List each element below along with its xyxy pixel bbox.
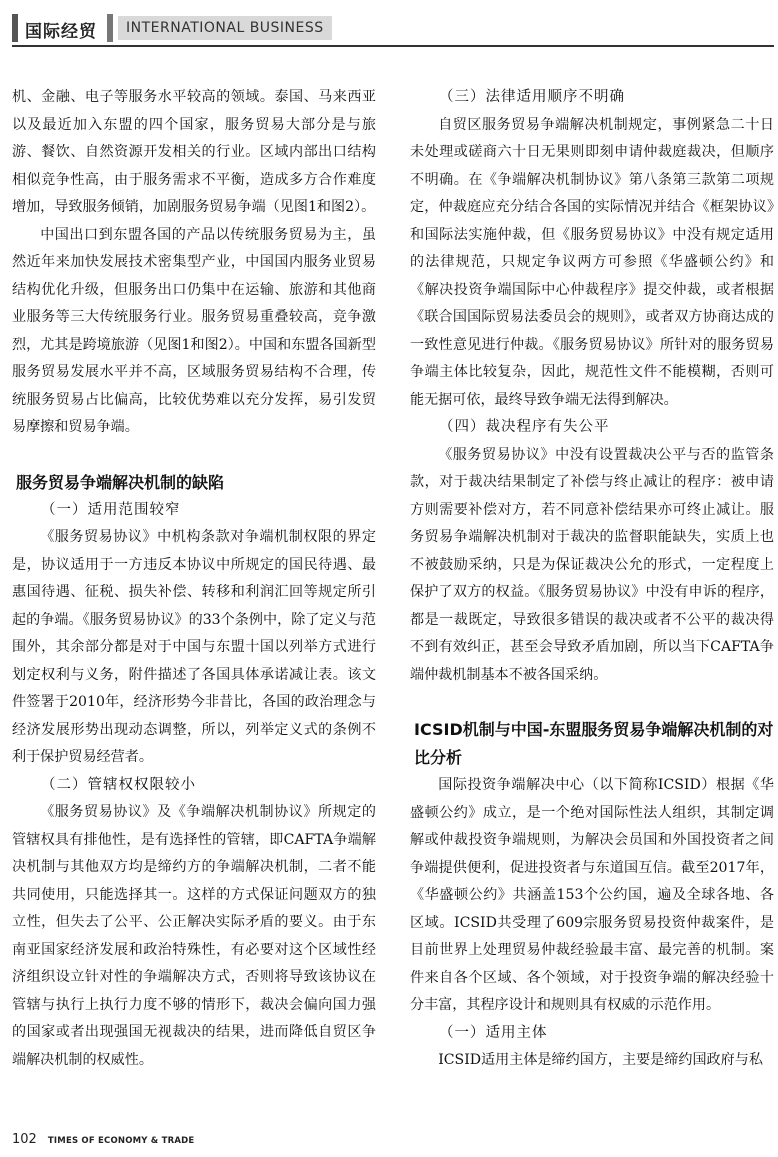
section-heading: ICSID机制与中国-东盟服务贸易争端解决机制的对比分析 bbox=[414, 720, 774, 767]
subsection-heading: （四）裁决程序有失公平 bbox=[439, 419, 610, 435]
subsection-heading: （一）适用主体 bbox=[439, 1024, 548, 1041]
section-title-cn: 国际经贸 bbox=[25, 22, 97, 42]
subsection-heading: （三）法律适用顺序不明确 bbox=[439, 89, 625, 105]
header-rule bbox=[12, 45, 774, 47]
left-column bbox=[12, 84, 376, 1074]
paragraph: 《服务贸易协议》中没有设置裁决公平与否的监管条款，对于裁决结果制定了补偿与终止减让的程序：被申请方则需要补偿对方，若不同意补偿结果亦可终止减让。服务贸易争端解决机制对于裁决的监督职能缺失，实质上也不被鼓励采纳，只是为保证裁决公允的形式，一定程度上保护了双方的权益。《服务贸易协议》中没有申诉的程序，都是一裁既定，导致很多错误的裁决或者不公平的裁决得不到有效纠正，甚至会导致矛盾加剧，所以当下CAFTA争端仲裁机制基本不被各国采纳。 bbox=[410, 446, 774, 683]
page-header bbox=[12, 14, 774, 46]
paragraph: 《服务贸易协议》中机构条款对争端机制权限的界定是，协议适用于一方违反本协议中所规定的国民待遇、最惠国待遇、征税、损失补偿、转移和利润汇回等规定所引起的争端。《服务贸易协议》的33个条例中，除了定义与范围外，其余部分都是对于中国与东盟十国以列举方式进行划定权利与义务，附件描述了各国具体承诺减让表。该文件签署于2010年，经济形势今非昔比，各国的政治理念与经济发展形势出现动态调整，所以，列举定义式的条例不利于保护贸易经营者。 bbox=[12, 529, 376, 765]
page-footer bbox=[12, 1128, 194, 1147]
subsection-heading: （二）管辖权权限较小 bbox=[41, 776, 196, 793]
section-heading: 服务贸易争端解决机制的缺陷 bbox=[16, 472, 225, 492]
header-accent-bar bbox=[12, 14, 18, 42]
paragraph: 《服务贸易协议》及《争端解决机制协议》所规定的管辖权具有排他性，是有选择性的管辖，即CAFTA争端解决机制与其他双方均是缔约方的争端解决机制，二者不能共同使用，只能选择其一。这样的方式保证问题双方的独立性，但失去了公平、公正解决实际矛盾的要义。由于东南亚国家经济发展和政治特殊性，有必要对这个区域性经济组织设立针对性的争端解决方式，否则将导致该协议在管辖与执行上执行力度不够的情形下，裁决会偏向国力强的国家或者出现强国无视裁决的结果，进而降低自贸区争端解决机制的权威性。 bbox=[12, 804, 376, 1068]
paragraph: 机、金融、电子等服务水平较高的领域。泰国、马来西亚以及最近加入东盟的四个国家，服务贸易大部分是与旅游、餐饮、自然资源开发相关的行业。区域内部出口结构相似竞争性高，由于服务需求不平衡，造成多方合作难度增加，导致服务倾销，加剧服务贸易争端（见图1和图2）。 bbox=[12, 89, 376, 215]
paragraph: 自贸区服务贸易争端解决机制规定，事例紧急二十日未处理或磋商六十日无果则即刻申请仲裁庭裁决，但顺序不明确。在《争端解决机制协议》第八条第三款第二项规定，仲裁庭应充分结合各国的实际情况并结合《框架协议》和国际法实施仲裁，但《服务贸易协议》中没有规定适用的法律规范，只规定争议两方可参照《华盛顿公约》和《解决投资争端国际中心仲裁程序》提交仲裁，或者根据《联合国国际贸易法委员会的规则》，或者双方协商达成的一致性意见进行仲裁。《服务贸易协议》所针对的服务贸易争端主体比较复杂，因此，规范性文件不能模糊，否则可能无据可依，最终导致争端无法得到解决。 bbox=[410, 116, 774, 408]
paragraph: 国际投资争端解决中心（以下简称ICSID）根据《华盛顿公约》成立，是一个绝对国际性法人组织，其制定调解或仲裁投资争端规则，为解决会员国和外国投资者之间争端提供便利，促进投资者与东道国互信。截至2017年，《华盛顿公约》共涵盖153个公约国，遍及全球各地、各区域。ICSID共受理了609宗服务贸易投资仲裁案件，是目前世界上处理贸易仲裁经验最丰富、最完善的机制。案件来自各个区域、各个领域，对于投资争端的解决经验十分丰富，其程序设计和规则具有权威的示范作用。 bbox=[410, 777, 774, 1013]
magazine-name: TIMES OF ECONOMY & TRADE bbox=[47, 1136, 195, 1146]
page-number: 102 bbox=[12, 1132, 37, 1147]
header-divider-bar bbox=[107, 14, 113, 42]
paragraph: 中国出口到东盟各国的产品以传统服务贸易为主，虽然近年来加快发展技术密集型产业，中国国内服务业贸易结构优化升级，但服务出口仍集中在运输、旅游和其他商业服务等三大传统服务行业。服务贸易重叠较高，竞争激烈，尤其是跨境旅游（见图1和图2）。中国和东盟各国新型服务贸易发展水平并不高，区域服务贸易结构不合理，传统服务贸易占比偏高，比较优势难以充分发挥，易引发贸易摩擦和贸易争端。 bbox=[12, 226, 376, 435]
section-title-en: INTERNATIONAL BUSINESS bbox=[118, 16, 332, 40]
subsection-heading: （一）适用范围较窄 bbox=[41, 501, 181, 518]
paragraph: ICSID适用主体是缔约国方，主要是缔约国政府与私 bbox=[438, 1052, 763, 1068]
right-column bbox=[410, 84, 774, 1075]
